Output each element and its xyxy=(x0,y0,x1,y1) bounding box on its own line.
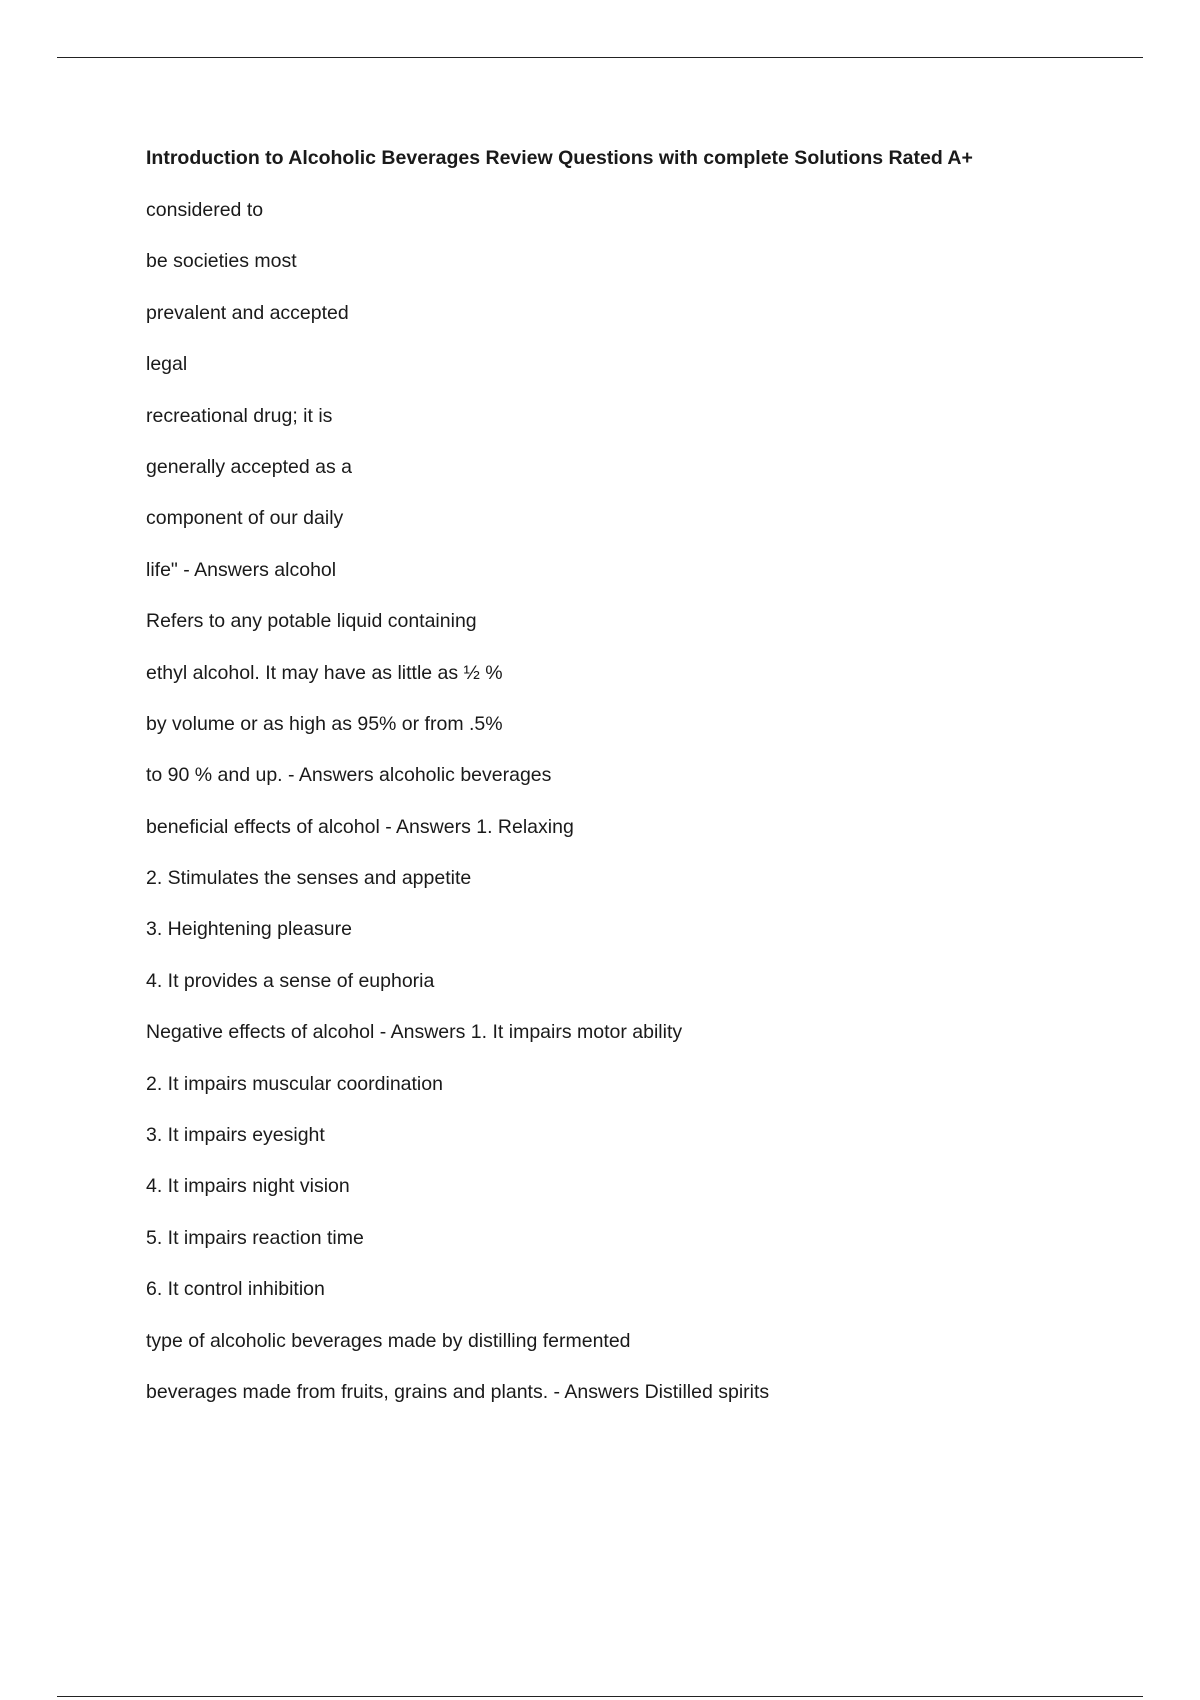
text-line: Negative effects of alcohol - Answers 1. It impairs motor ability xyxy=(146,1021,683,1044)
text-line: be societies most xyxy=(146,250,297,273)
text-line: generally accepted as a xyxy=(146,455,352,478)
text-line: legal xyxy=(146,353,188,376)
text-line: to 90 % and up. - Answers alcoholic beverages xyxy=(146,764,552,787)
document-body xyxy=(146,143,1126,1428)
text-line: type of alcoholic beverages made by distilling fermented xyxy=(146,1329,631,1352)
text-line: 2. It impairs muscular coordination xyxy=(146,1072,443,1095)
text-line: 6. It control inhibition xyxy=(146,1278,325,1301)
text-line: Refers to any potable liquid containing xyxy=(146,610,477,633)
text-line: prevalent and accepted xyxy=(146,301,349,324)
text-line: 3. It impairs eyesight xyxy=(146,1124,325,1147)
text-line: recreational drug; it is xyxy=(146,404,333,427)
footer-rule xyxy=(57,1696,1143,1697)
text-line: 4. It impairs night vision xyxy=(146,1175,350,1198)
text-line: beneficial effects of alcohol - Answers 1. Relaxing xyxy=(146,815,574,838)
text-line: 5. It impairs reaction time xyxy=(146,1226,364,1249)
document-title: Introduction to Alcoholic Beverages Review Questions with complete Solutions Rated A+ xyxy=(146,147,973,169)
text-line: life" - Answers alcohol xyxy=(146,558,337,581)
text-line: component of our daily xyxy=(146,507,344,530)
text-line: beverages made from fruits, grains and plants. - Answers Distilled spirits xyxy=(146,1380,770,1403)
text-line: ethyl alcohol. It may have as little as ½ % xyxy=(146,661,503,684)
text-line: 4. It provides a sense of euphoria xyxy=(146,969,435,992)
text-line: 2. Stimulates the senses and appetite xyxy=(146,867,472,890)
text-line: by volume or as high as 95% or from .5% xyxy=(146,712,503,735)
header-rule xyxy=(57,57,1143,58)
text-line: considered to xyxy=(146,199,264,221)
text-line: 3. Heightening pleasure xyxy=(146,918,352,941)
